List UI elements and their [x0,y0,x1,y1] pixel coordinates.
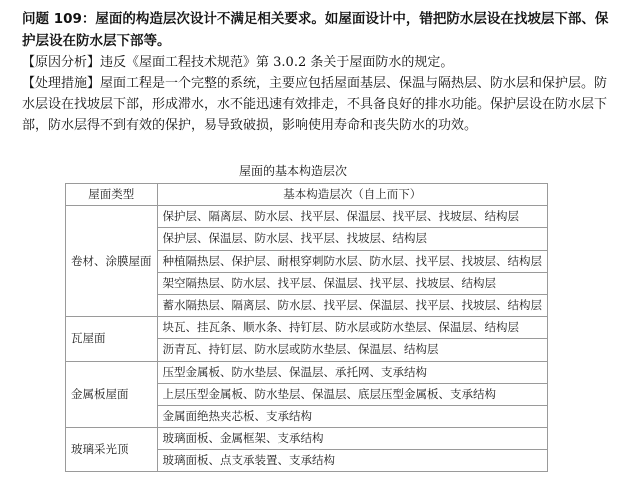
cause-analysis-text: 违反《屋面工程技术规范》第 3.0.2 条关于屋面防水的规定。 [100,55,454,70]
roof-type-cell: 瓦屋面 [66,317,158,361]
layer-sequence-cell: 种植隔热层、保护层、耐根穿刺防水层、防水层、找平层、找坡层、结构层 [157,250,548,272]
layer-sequence-cell: 压型金属板、防水垫层、保温层、承托网、支承结构 [157,361,548,383]
layer-sequence-cell: 保护层、保温层、防水层、找平层、找坡层、结构层 [157,228,548,250]
layer-sequence-cell: 金属面绝热夹芯板、支承结构 [157,405,548,427]
treatment-text: 屋面工程是一个完整的系统，主要应包括屋面基层、保温与隔热层、防水层和保护层。防水层设在找坡层下部，形成滞水，水不能迅速有效排走，不具备良好的排水功能。保护层设在防水层下部，防水层得不到有效的保护，易导致破损，影响使用寿命和丧失防水的功效。 [22,76,608,133]
roof-type-cell: 金属板屋面 [66,361,158,428]
table-caption: 屋面的基本构造层次 [238,164,347,178]
cause-analysis-paragraph [22,52,618,73]
document-page [22,8,618,136]
table-row [66,317,548,339]
table-row [66,428,548,450]
table-row [66,206,548,228]
cause-analysis-tag: 【原因分析】 [22,55,101,70]
roof-type-cell: 卷材、涂膜屋面 [66,206,158,317]
column-header-layers: 基本构造层次（自上而下） [157,184,548,206]
layer-sequence-cell: 架空隔热层、防水层、找平层、保温层、找平层、找坡层、结构层 [157,272,548,294]
column-header-roof-type: 屋面类型 [66,184,158,206]
treatment-tag: 【处理措施】 [22,76,101,91]
roof-type-cell: 玻璃采光顶 [66,428,158,472]
layer-sequence-cell: 块瓦、挂瓦条、顺水条、持钉层、防水层或防水垫层、保温层、结构层 [157,317,548,339]
layer-sequence-cell: 玻璃面板、金属框架、支承结构 [157,428,548,450]
table-header-row [66,184,548,206]
table-row [66,361,548,383]
layer-sequence-cell: 上层压型金属板、防水垫层、保温层、底层压型金属板、支承结构 [157,383,548,405]
layer-sequence-cell: 沥青瓦、持钉层、防水层或防水垫层、保温层、结构层 [157,339,548,361]
layer-sequence-cell: 玻璃面板、点支承装置、支承结构 [157,450,548,472]
treatment-paragraph [22,73,618,136]
layer-sequence-cell: 蓄水隔热层、隔离层、防水层、找平层、保温层、找平层、找坡层、结构层 [157,294,548,316]
question-title: 问题 109：屋面的构造层次设计不满足相关要求。如屋面设计中，错把防水层设在找坡层下部、保护层设在防水层下部等。 [22,11,609,49]
layer-sequence-cell: 保护层、隔离层、防水层、找平层、保温层、找平层、找坡层、结构层 [157,206,548,228]
roof-layers-table [65,183,548,472]
